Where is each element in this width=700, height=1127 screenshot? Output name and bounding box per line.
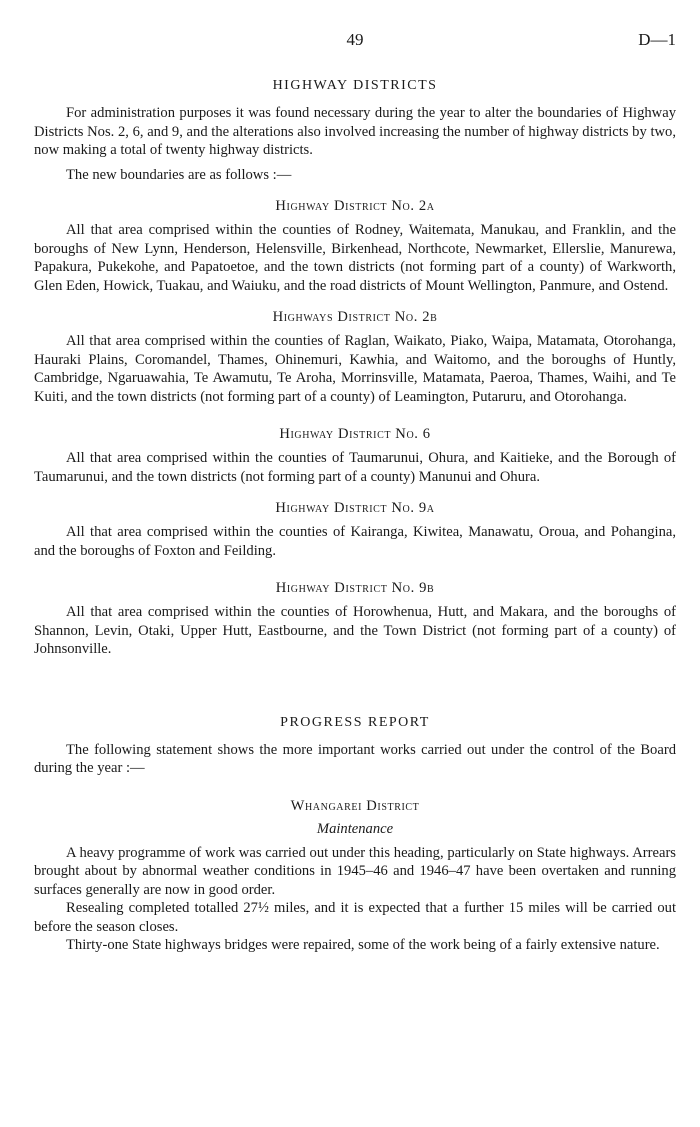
whangarei-district-heading: Whangarei District [290, 797, 420, 814]
highway-districts-lead: The new boundaries are as follows :— [66, 166, 292, 183]
document-code: D—1 [638, 30, 676, 49]
district-heading-9a: Highway District No. 9a [275, 500, 435, 516]
document-page [34, 30, 676, 955]
highway-districts-intro: For administration purposes it was found necessary during the year to alter the boundaries of Highway Districts Nos. 2, 6, and 9, and the alterations also involved increasing the number of highway districts by two, now making a total of twenty highway districts. [34, 105, 676, 158]
district-text-9b: All that area comprised within the counties of Horowhenua, Hutt, and Makara, and the boroughs of Shannon, Levin, Otaki, Upper Hutt, Eastbourne, and the Town District (not forming part of a county) of Johnsonville. [34, 604, 676, 657]
district-heading-9b: Highway District No. 9b [275, 580, 435, 596]
district-text-6: All that area comprised within the counties of Taumarunui, Ohura, and Kaitieke, and the Borough of Taumarunui, and the town districts (not forming part of a county) Manunui and Ohura. [34, 450, 676, 485]
maintenance-subheading: Maintenance [316, 820, 394, 837]
page-header [34, 30, 676, 58]
progress-report-intro: The following statement shows the more important works carried out under the control of the Board during the year :— [34, 741, 676, 776]
maintenance-paragraph-1: A heavy programme of work was carried out under this heading, particularly on State highways. Arrears brought about by abnormal weather conditions in 1945–46 and 1946–47 have been overtaken and running surfaces generally are now in good order. [34, 844, 676, 898]
highway-districts-title: HIGHWAY DISTRICTS [272, 78, 438, 93]
maintenance-paragraph-3: Thirty-one State highways bridges were repaired, some of the work being of a fairly extensive nature. [66, 937, 660, 953]
district-heading-6: Highway District No. 6 [279, 426, 431, 442]
page-number: 49 [346, 30, 364, 49]
progress-report-title: PROGRESS REPORT [280, 714, 430, 730]
maintenance-paragraph-2: Resealing completed totalled 27½ miles, and it is expected that a further 15 miles will be carried out before the season closes. [34, 900, 676, 935]
district-text-9a: All that area comprised within the counties of Kairanga, Kiwitea, Manawatu, Oroua, and Pohangina, and the boroughs of Foxton and Feilding. [34, 524, 676, 559]
district-text-2b: All that area comprised within the counties of Raglan, Waikato, Piako, Waipa, Matamata, Otorohanga, Hauraki Plains, Coromandel, Thames, Ohinemuri, Kawhia, and Waitomo, and the boroughs of Huntly, Cambridge, Ngaruawahia, Te Awamutu, Te Aroha, Morrinsville, Matamata, Paeroa, Thames, Waihi, and Te Kuiti, and the town districts (not forming part of a county) of Leamington, Putaruru, and Otorohanga. [34, 333, 676, 405]
district-heading-2a: Highway District No. 2a [275, 198, 435, 214]
district-text-2a: All that area comprised within the counties of Rodney, Waitemata, Manukau, and Franklin, and the boroughs of New Lynn, Henderson, Helensville, Birkenhead, Northcote, Newmarket, Ellerslie, Manurewa, Papakura, Pukekohe, and Papatoetoe, and the town districts (not forming part of a county) of Warkworth, Glen Eden, Howick, Tuakau, and Waiuku, and the road districts of Mount Wellington, Panmure, and Ostend. [34, 222, 676, 294]
district-heading-2b: Highways District No. 2b [272, 309, 438, 325]
